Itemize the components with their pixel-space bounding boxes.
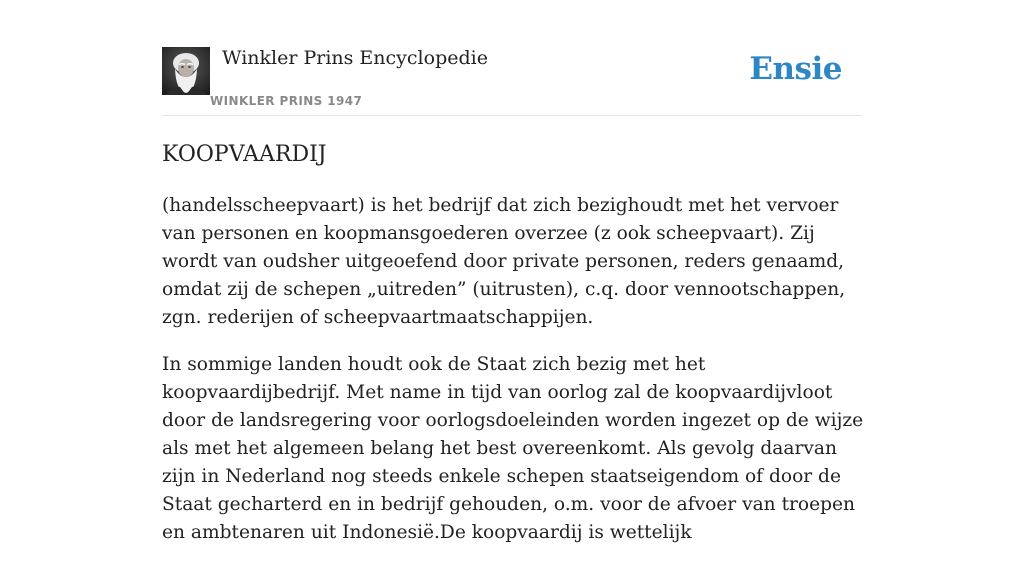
bearded-man-portrait-icon[interactable]: [162, 47, 210, 95]
article-body: [162, 192, 867, 566]
header-divider: [162, 115, 862, 116]
source-subtitle: WINKLER PRINS 1947: [210, 94, 363, 108]
brand-logo[interactable]: Ensie: [749, 51, 842, 87]
article-paragraph: (handelsscheepvaart) is het bedrijf dat zich bezighoudt met het vervoer van personen en koopmansgoederen overzee (z ook scheepvaart). Zij wordt van oudsher uitgeoefend door private personen, reders genaamd, omdat zij de schepen „uitreden” (uitrusten), c.q. door vennootschappen, zgn. rederijen of scheepvaartmaatschappijen.: [162, 195, 846, 328]
source-header: [162, 46, 862, 116]
source-title[interactable]: Winkler Prins Encyclopedie: [222, 47, 488, 69]
entry-title: KOOPVAARDIJ: [162, 142, 327, 167]
article-paragraph: In sommige landen houdt ook de Staat zich bezig met het koopvaardijbedrijf. Met name in tijd van oorlog zal de koopvaardijvloot door de landsregering voor oorlogsdoeleinden worden ingezet op de wijze als met het algemeen belang het best overeenkomt. Als gevolg daarvan zijn in Nederland nog steeds enkele schepen staatseigendom of door de Staat gecharterd en in bedrijf gehouden, o.m. voor de afvoer van troepen en ambtenaren uit Indonesië.De koopvaardij is wettelijk: [162, 354, 864, 543]
